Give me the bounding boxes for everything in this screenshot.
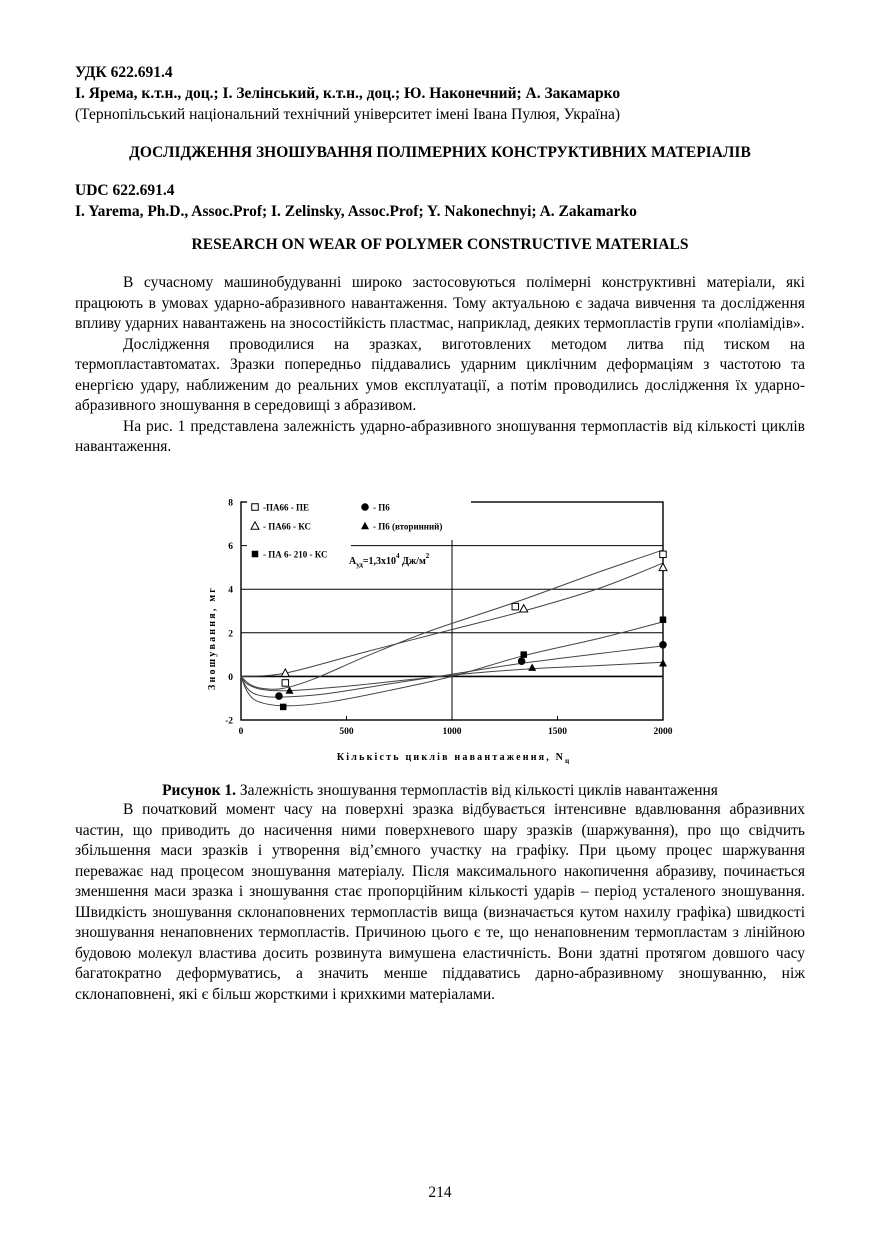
udc-en: UDC 622.691.4	[75, 182, 175, 199]
intro-text	[75, 273, 805, 458]
paragraph: На рис. 1 представлена залежність ударно-абразивного зношування термопластів від кількості циклів навантаження.	[75, 417, 805, 455]
page	[75, 62, 805, 1201]
data-point	[660, 551, 667, 558]
x-axis-label: Кількість циклів навантаження, $N_ц$	[336, 752, 570, 764]
data-point	[518, 657, 526, 665]
legend-label: - ПА66 - КС	[263, 521, 312, 532]
paragraph: Дослідження проводилися на зразках, виготовлених методом литва під тиском на термопластавтоматах. Зразки попередньо піддавались ударним циклічним деформаціям з частотою та енергією удару, наближеним до реальних умов експлуатації, а потім проводились дослідження їх ударно-абразивного зношування в середовищі з абразивом.	[75, 335, 805, 414]
x-tick-label: 1500	[548, 727, 567, 737]
data-point	[282, 680, 289, 687]
legend-label: - П6	[373, 502, 390, 513]
chart-annotation: $A_{уд}=1,3x10^4$ $Дж/м^2$	[349, 552, 430, 569]
data-point	[659, 641, 667, 649]
authors-ua: І. Ярема, к.т.н., доц.; І. Зелінський, к.т.н., доц.; Ю. Наконечний; А. Закамарко	[75, 85, 621, 102]
y-tick-label: 2	[228, 629, 233, 640]
legend-marker	[361, 503, 369, 511]
title-ua: ДОСЛІДЖЕННЯ ЗНОШУВАННЯ ПОЛІМЕРНИХ КОНСТРУКТИВНИХ МАТЕРІАЛІВ	[129, 144, 751, 161]
data-point	[520, 605, 528, 612]
data-point	[660, 616, 667, 623]
y-tick-label: 8	[228, 498, 233, 509]
x-tick-label: 0	[238, 727, 244, 737]
legend-label: - П6 (вторинний)	[373, 521, 443, 532]
udc-ua: УДК 622.691.4	[75, 64, 173, 81]
y-tick-label: 0	[228, 672, 233, 683]
authors-en: I. Yarema, Ph.D., Assoc.Prof; I. Zelinsky, Assoc.Prof; Y. Nakonechnyi; A. Zakamarko	[75, 203, 637, 220]
data-point	[280, 704, 287, 711]
y-tick-label: 4	[228, 585, 233, 596]
header-en	[75, 180, 805, 222]
data-point	[275, 692, 283, 700]
x-tick-label: 2000	[653, 727, 673, 737]
y-tick-label: 6	[228, 542, 233, 553]
page-number: 214	[428, 1183, 452, 1201]
paragraph: В початковий момент часу на поверхні зразка відбувається інтенсивне вдавлювання абразивних частин, що приводить до насичення ними поверхневого шару зразків (шаржування), про що свідчить збільшення маси зразків і утворення від’ємного участку на графіку. При цьому процес шаржування переважає над процесом зношування матеріалу. Після максимального накопичення абразиву, починається зменшення маси зразка і зношування стає пропорційним кількості ударів – період усталеного зношування. Швидкість зношування склонаповнених термопластів вища (визначається кутом нахилу графіка) швидкості зношування ненаповнених термопластів. Причиною цього є те, що ненаповненим термопластам з лінійною будовою молекул властива досить розвинута вимушена еластичність. Вони здатні протягом довшого часу багатократно деформуватись, а значить менше піддаватись дарно-абразивному зношуванню, ніж склонаповнені, які є більш жорсткими і крихкими матеріалами.	[75, 801, 805, 1003]
figure-caption: Рисунок 1. Залежність зношування термопластів від кількості циклів навантаження	[162, 781, 718, 799]
y-axis-label: Зношування, мг	[207, 586, 218, 690]
paragraph: В сучасному машинобудуванні широко застосовуються полімерні конструктивні матеріали, які працюють в умовах ударно-абразивного навантаження. Тому актуальною є задача вивчення та дослідження впливу ударних навантажень на зносостійкість пластмас, наприклад, деяких термопластів групи «поліамідів».	[75, 274, 805, 332]
x-tick-label: 1000	[442, 727, 462, 737]
legend-box	[351, 500, 471, 540]
x-tick-label: 500	[339, 727, 354, 737]
main-text	[75, 800, 805, 1005]
y-tick-label: -2	[225, 716, 233, 727]
legend-marker	[252, 504, 259, 511]
wear-chart	[199, 494, 679, 764]
figure-chart	[199, 494, 679, 764]
affiliation-ua: (Тернопільський національний технічний університет імені Івана Пулюя, Україна)	[75, 106, 621, 123]
title-en: RESEARCH ON WEAR OF POLYMER CONSTRUCTIVE MATERIALS	[191, 236, 689, 253]
legend-marker	[252, 551, 259, 558]
legend-label: - ПА 6- 210 - КС	[263, 549, 328, 560]
data-point	[520, 651, 527, 658]
data-point	[512, 603, 519, 610]
legend-label: -ПА66 - ПЕ	[263, 502, 309, 513]
data-point	[528, 663, 536, 670]
